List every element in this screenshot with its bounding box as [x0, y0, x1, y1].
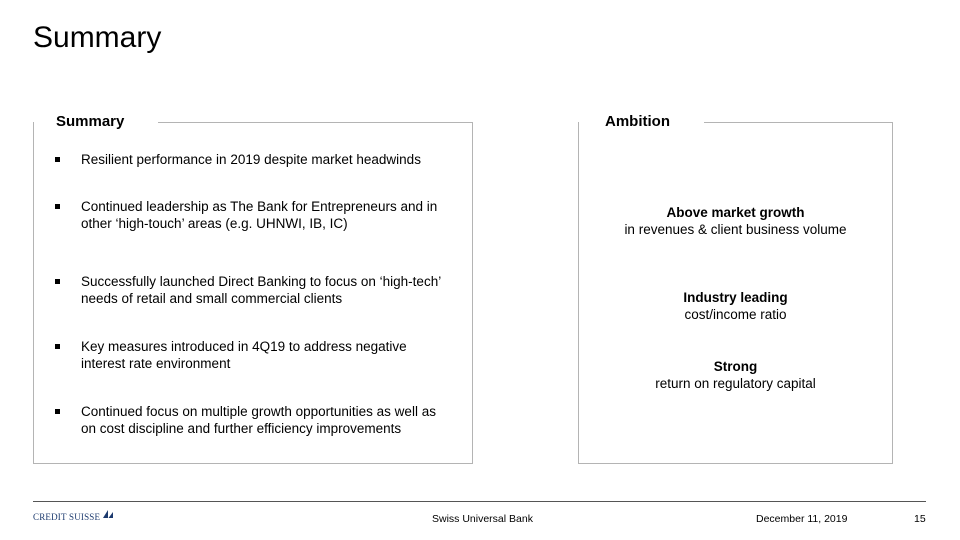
- sails-icon: [102, 509, 114, 519]
- footer-divider: [33, 501, 926, 502]
- footer-division-name: Swiss Universal Bank: [432, 513, 533, 525]
- summary-bullet-text: Successfully launched Direct Banking to focus on ‘high-tech’ needs of retail and small commercial clients: [81, 274, 441, 306]
- summary-panel: [33, 113, 473, 464]
- summary-panel-label: Summary: [34, 113, 158, 131]
- summary-bullet-text: Key measures introduced in 4Q19 to address negative interest rate environment: [81, 339, 407, 371]
- summary-bullet-text: Continued focus on multiple growth opportunities as well as on cost discipline and further efficiency improvements: [81, 404, 436, 436]
- ambition-item-heading: Strong: [713, 359, 758, 374]
- summary-bullet: [81, 273, 451, 307]
- summary-bullet: [81, 151, 451, 168]
- ambition-item-detail: cost/income ratio: [684, 307, 787, 322]
- bullet-square-icon: [55, 344, 60, 349]
- logo-wordmark: CREDIT SUISSE: [33, 512, 101, 522]
- ambition-item: [579, 289, 892, 323]
- bullet-square-icon: [55, 409, 60, 414]
- bullet-square-icon: [55, 204, 60, 209]
- summary-bullet: [81, 403, 451, 437]
- ambition-panel: [578, 113, 893, 464]
- bullet-square-icon: [55, 279, 60, 284]
- credit-suisse-logo: [33, 508, 114, 526]
- ambition-item: [579, 204, 892, 238]
- summary-bullet: [81, 198, 451, 232]
- ambition-item-heading: Above market growth: [666, 205, 805, 220]
- page-number: 15: [914, 513, 926, 525]
- ambition-item-heading: Industry leading: [683, 290, 788, 305]
- footer-date: December 11, 2019: [756, 513, 848, 525]
- summary-bullet-text: Continued leadership as The Bank for Entrepreneurs and in other ‘high-touch’ areas (e.g. UHNWI, IB, IC): [81, 199, 438, 231]
- ambition-item: [579, 358, 892, 392]
- summary-bullet-text: Resilient performance in 2019 despite market headwinds: [81, 152, 421, 167]
- ambition-item-detail: return on regulatory capital: [655, 376, 816, 391]
- summary-bullet: [81, 338, 451, 372]
- ambition-item-detail: in revenues & client business volume: [624, 222, 847, 237]
- page-title: Summary: [33, 21, 162, 54]
- bullet-square-icon: [55, 157, 60, 162]
- ambition-panel-label: Ambition: [579, 113, 704, 131]
